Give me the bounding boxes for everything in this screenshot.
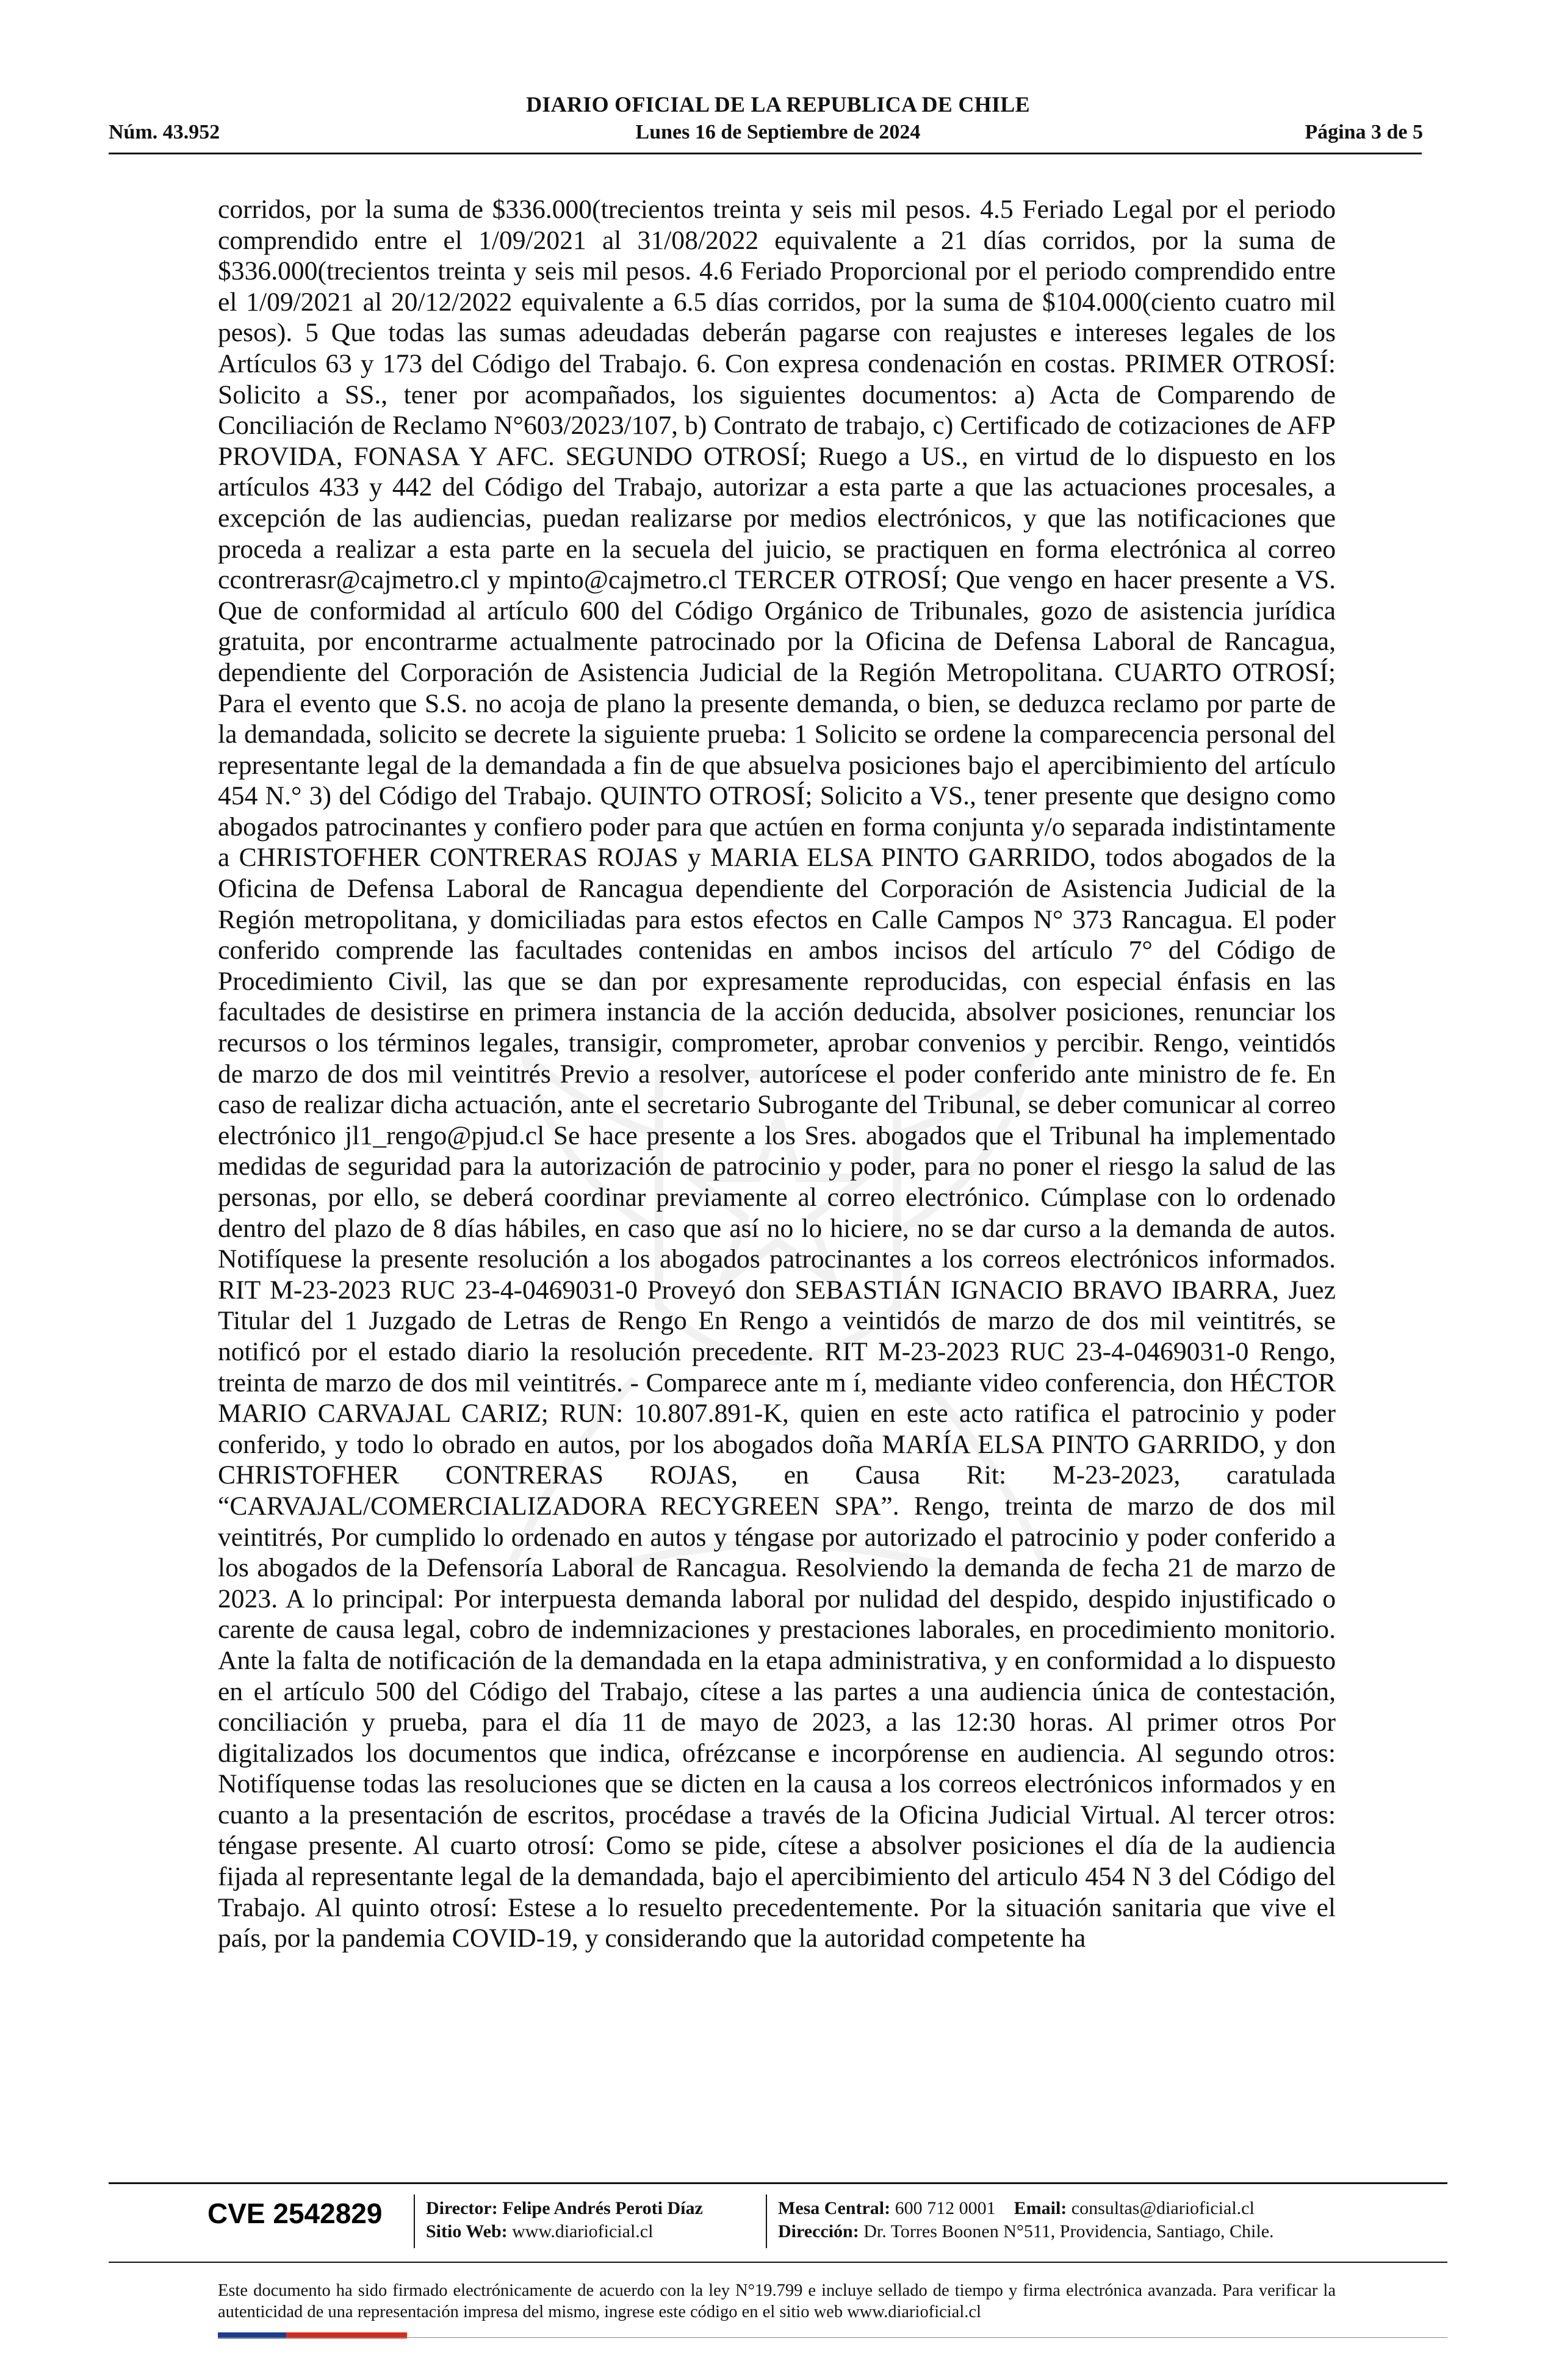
mesa-label: Mesa Central: (778, 2198, 891, 2218)
page-indicator: Página 3 de 5 (1305, 121, 1423, 143)
footer-bottom-divider (218, 2337, 1447, 2338)
signature-disclaimer: Este documento ha sido firmado electrónicamente de acuerdo con la ley N°19.799 e incluye sellado de tiempo y firma electrónica avanzada. Para verificar la autenticidad de una representación impresa del mismo, ingrese este código en el sitio web www.diarioficial.cl (218, 2281, 1336, 2321)
mesa-value: 600 712 0001 (895, 2198, 996, 2218)
email-link[interactable]: consultas@diarioficial.cl (1071, 2198, 1255, 2218)
website-link[interactable]: www.diarioficial.cl (512, 2221, 654, 2241)
website-label: Sitio Web: (426, 2221, 508, 2241)
publication-title: DIARIO OFICIAL DE LA REPUBLICA DE CHILE (526, 92, 1030, 117)
director-value: Felipe Andrés Peroti Díaz (502, 2198, 703, 2218)
footer-separator (766, 2194, 767, 2248)
director-line (426, 2198, 703, 2219)
address-label: Dirección: (778, 2221, 859, 2241)
footer-mid-divider (109, 2262, 1447, 2263)
issue-number: Núm. 43.952 (109, 121, 220, 143)
email-label: Email: (1014, 2198, 1067, 2218)
address-line (778, 2221, 1274, 2242)
footer-separator (414, 2194, 415, 2248)
footer-top-divider (109, 2182, 1447, 2184)
contact-line (778, 2198, 1255, 2219)
page-header (0, 0, 1556, 159)
website-line (426, 2221, 653, 2242)
cve-code: CVE 2542829 (207, 2198, 383, 2229)
document-body (218, 194, 1336, 2122)
director-label: Director: (426, 2198, 498, 2218)
publication-date: Lunes 16 de Septiembre de 2024 (635, 121, 921, 143)
header-divider (109, 153, 1422, 154)
address-value: Dr. Torres Boonen N°511, Providencia, Santiago, Chile. (863, 2221, 1274, 2241)
page-footer (0, 2173, 1556, 2380)
body-paragraph: corridos, por la suma de $336.000(trecientos treinta y seis mil pesos. 4.5 Feriado Legal por el periodo comprendido entre el 1/09/2021 al 31/08/2022 equivalente a 21 días corridos, por la suma de $336.000(trecientos treinta y seis mil pesos. 4.6 Feriado Proporcional por el periodo comprendido entre el 1/09/2021 al 20/12/2022 equivalente a 6.5 días corridos, por la suma de $104.000(ciento cuatro mil pesos). 5 Que todas las sumas adeudadas deberán pagarse con reajustes e intereses legales de los Artículos 63 y 173 del Código del Trabajo. 6. Con expresa condenación en costas. PRIMER OTROSÍ: Solicito a SS., tener por acompañados, los siguientes documentos: a) Acta de Comparendo de Conciliación de Reclamo N°603/2023/107, b) Contrato de trabajo, c) Certificado de cotizaciones de AFP PROVIDA, FONASA Y AFC. SEGUNDO OTROSÍ; Ruego a US., en virtud de lo dispuesto en los artículos 433 y 442 del Código del Trabajo, autorizar a esta parte a que las actuaciones procesales, a excepción de las audiencias, puedan realizarse por medios electrónicos, y que las notificaciones que proceda a realizar a esta parte en la secuela del juicio, se practiquen en forma electrónica al correo ccontrerasr@cajmetro.cl y mpinto@cajmetro.cl TERCER OTROSÍ; Que vengo en hacer presente a VS. Que de conformidad al artículo 600 del Código Orgánico de Tribunales, gozo de asistencia jurídica gratuita, por encontrarme actualmente patrocinado por la Oficina de Defensa Laboral de Rancagua, dependiente del Corporación de Asistencia Judicial de la Región Metropolitana. CUARTO OTROSÍ; Para el evento que S.S. no acoja de plano la presente demanda, o bien, se deduzca reclamo por parte de la demandada, solicito se decrete la siguiente prueba: 1 Solicito se ordene la comparecencia personal del representante legal de la demandada a fin de que absuelva posiciones bajo el apercibimiento del artículo 454 N.° 3) del Código del Trabajo. QUINTO OTROSÍ; Solicito a VS., tener presente que designo como abogados patrocinantes y confiero poder para que actúen en forma conjunta y/o separada indistintamente a CHRISTOFHER CONTRERAS ROJAS y MARIA ELSA PINTO GARRIDO, todos abogados de la Oficina de Defensa Laboral de Rancagua dependiente del Corporación de Asistencia Judicial de la Región metropolitana, y domiciliadas para estos efectos en Calle Campos N° 373 Rancagua. El poder conferido comprende las facultades contenidas en ambos incisos del artículo 7° del Código de Procedimiento Civil, las que se dan por expresamente reproducidas, con especial énfasis en las facultades de desistirse en primera instancia de la acción deducida, absolver posiciones, renunciar los recursos o los términos legales, transigir, comprometer, aprobar convenios y percibir. Rengo, veintidós de marzo de dos mil veintitrés Previo a resolver, autorícese el poder conferido ante ministro de fe. En caso de realizar dicha actuación, ante el secretario Subrogante del Tribunal, se deber comunicar al correo electrónico jl1_rengo@pjud.cl Se hace presente a los Sres. abogados que el Tribunal ha implementado medidas de seguridad para la autorización de patrocinio y poder, para no poner el riesgo la salud de las personas, por ello, se deberá coordinar previamente al correo electrónico. Cúmplase con lo ordenado dentro del plazo de 8 días hábiles, en caso que así no lo hiciere, no se dar curso a la demanda de autos. Notifíquese la presente resolución a los abogados patrocinantes a los correos electrónicos informados. RIT M-23-2023 RUC 23-4-0469031-0 Proveyó don SEBASTIÁN IGNACIO BRAVO IBARRA, Juez Titular del 1 Juzgado de Letras de Rengo En Rengo a veintidós de marzo de dos mil veintitrés, se notificó por el estado diario la resolución precedente. RIT M-23-2023 RUC 23-4-0469031-0 Rengo, treinta de marzo de dos mil veintitrés. - Comparece ante m í, mediante video conferencia, don HÉCTOR MARIO CARVAJAL CARIZ; RUN: 10.807.891-K, quien en este acto ratifica el patrocinio y poder conferido, y todo lo obrado en autos, por los abogados doña MARÍA ELSA PINTO GARRIDO, y don CHRISTOFHER CONTRERAS ROJAS, en Causa Rit: M-23-2023, caratulada “CARVAJAL/COMERCIALIZADORA RECYGREEN SPA”. Rengo, treinta de marzo de dos mil veintitrés, Por cumplido lo ordenado en autos y téngase por autorizado el patrocinio y poder conferido a los abogados de la Defensoría Laboral de Rancagua. Resolviendo la demanda de fecha 21 de marzo de 2023. A lo principal: Por interpuesta demanda laboral por nulidad del despido, despido injustificado o carente de causa legal, cobro de indemnizaciones y prestaciones laborales, en procedimiento monitorio. Ante la falta de notificación de la demandada en la etapa administrativa, y en conformidad a lo dispuesto en el artículo 500 del Código del Trabajo, cítese a las partes a una audiencia única de contestación, conciliación y prueba, para el día 11 de mayo de 2023, a las 12:30 horas. Al primer otros Por digitalizados los documentos que indica, ofrézcanse e incorpórense en audiencia. Al segundo otros: Notifíquense todas las resoluciones que se dicten en la causa a los correos electrónicos informados y en cuanto a la presentación de escritos, procédase a través de la Oficina Judicial Virtual. Al tercer otros: téngase presente. Al cuarto otrosí: Como se pide, cítese a absolver posiciones el día de la audiencia fijada al representante legal de la demandada, bajo el apercibimiento del articulo 454 N 3 del Código del Trabajo. Al quinto otrosí: Estese a lo resuelto precedentemente. Por la situación sanitaria que vive el país, por la pandemia COVID-19, y considerando que la autoridad competente ha (218, 195, 1336, 1953)
